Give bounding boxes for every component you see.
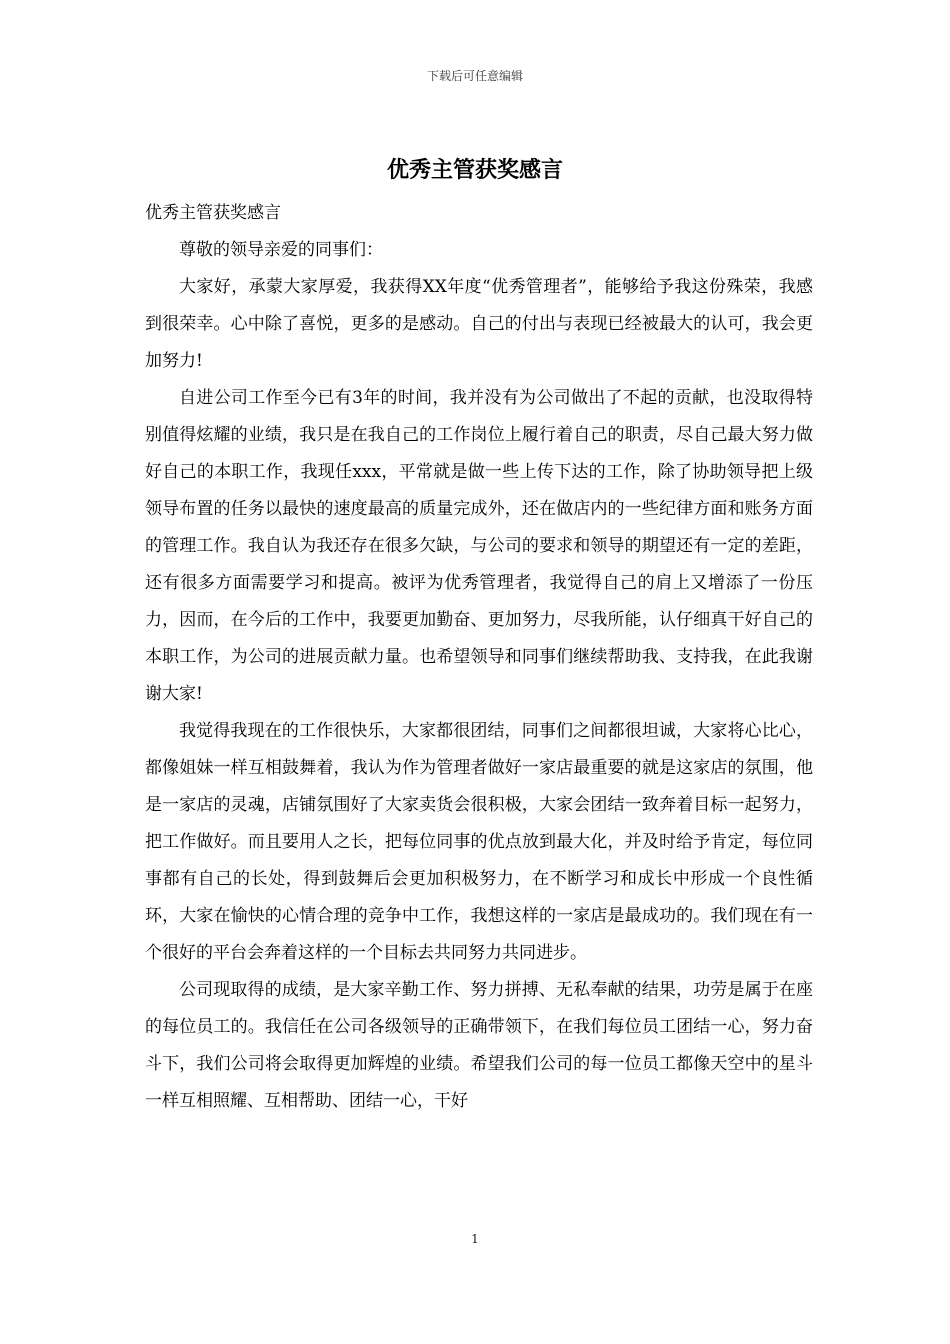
paragraph-2: 自进公司工作至今已有3年的时间，我并没有为公司做出了不起的贡献，也没取得特别值得炫耀的业绩，我只是在我自己的工作岗位上履行着自己的职责，尽自己最大努力做好自己的本职工作，我现任xxx，平常就是做一些上传下达的工作，除了协助领导把上级领导布置的任务以最快的速度最高的质量完成外，还在做店内的一些纪律方面和账务方面的管理工作。我自认为我还存在很多欠缺，与公司的要求和领导的期望还有一定的差距，还有很多方面需要学习和提高。被评为优秀管理者，我觉得自己的肩上又增添了一份压力，因而，在今后的工作中，我要更加勤奋、更加努力，尽我所能，认仔细真干好自己的本职工作，为公司的进展贡献力量。也希望领导和同事们继续帮助我、支持我，在此我谢谢大家! <box>145 388 813 704</box>
document-title: 优秀主管获奖感言 <box>386 157 563 183</box>
page-number: 1 <box>471 1232 479 1246</box>
paragraph-4: 公司现取得的成绩，是大家辛勤工作、努力拼搏、无私奉献的结果，功劳是属于在座的每位员工的。我信任在公司各级领导的正确带领下，在我们每位员工团结一心，努力奋斗下，我们公司将会取得更加辉煌的业绩。希望我们公司的每一位员工都像天空中的星斗一样互相照耀、互相帮助、团结一心，干好 <box>145 980 813 1111</box>
document-subtitle: 优秀主管获奖感言 <box>145 203 281 223</box>
document-body <box>145 195 813 1120</box>
paragraph-1: 大家好，承蒙大家厚爱，我获得XX年度“优秀管理者”，能够给予我这份殊荣，我感到很荣幸。心中除了喜悦，更多的是感动。自己的付出与表现已经被最大的认可，我会更加努力! <box>145 277 813 371</box>
header-note: 下载后可任意编辑 <box>426 69 523 83</box>
paragraph-3: 我觉得我现在的工作很快乐，大家都很团结，同事们之间都很坦诚，大家将心比心，都像姐妹一样互相鼓舞着，我认为作为管理者做好一家店最重要的就是这家店的氛围，他是一家店的灵魂，店铺氛围好了大家卖货会很积极，大家会团结一致奔着目标一起努力，把工作做好。而且要用人之长，把每位同事的优点放到最大化，并及时给予肯定，每位同事都有自己的长处，得到鼓舞后会更加积极努力，在不断学习和成长中形成一个良性循环，大家在愉快的心情合理的竞争中工作，我想这样的一家店是最成功的。我们现在有一个很好的平台会奔着这样的一个目标去共同努力共同进步。 <box>145 721 813 963</box>
greeting-paragraph: 尊敬的领导亲爱的同事们： <box>179 240 383 260</box>
